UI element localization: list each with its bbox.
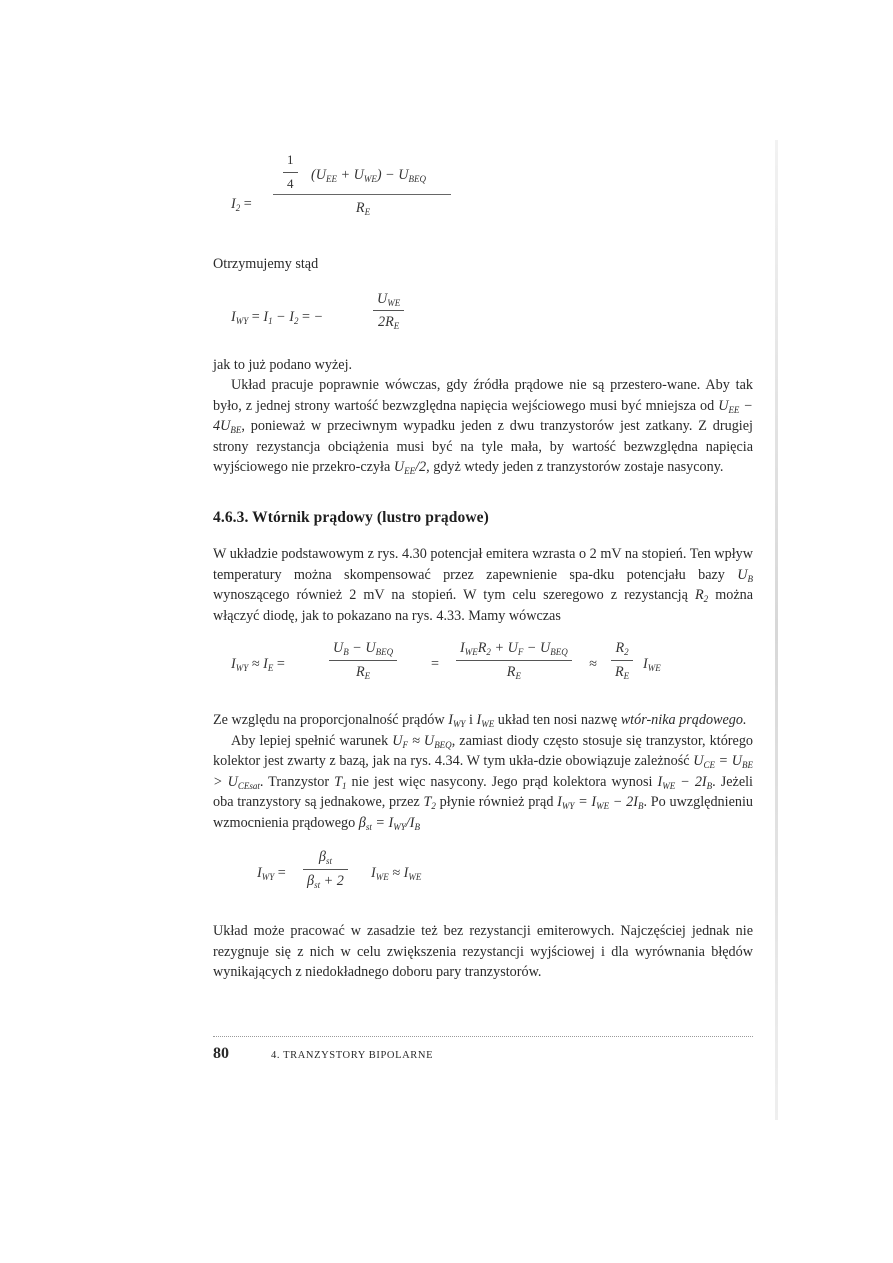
equation-i2: $I_2$ = $\frac{1}{4}$ $(U_{EE} + U_{WE}) - U_{BEQ}$ $R_E$ xyxy=(213,150,753,236)
text-run: . Po uwzględnieniu wzmocnienia prądowego xyxy=(213,794,754,831)
text-run: W układzie podstawowym z rys. 4.30 potencjał emitera wzrasta o 2 mV na stopień. Ten wpływ temperatury można skompensować przez zapewnienie spa-dku potencjału bazy xyxy=(213,546,753,583)
text-run: Układ pracuje poprawnie wówczas, gdy źródła prądowe nie są przestero-wane. Aby tak było, z jednej strony wartość bezwzględna napięcia wejściowego musi być mniejsza od xyxy=(213,377,753,414)
text-run: , gdyż wtedy jeden z tranzystorów zostaje nasycony. xyxy=(426,459,724,475)
page-footer xyxy=(213,1036,753,1063)
text-run: , ponieważ w przeciwnym wypadku jeden z dwu tranzystorów jest zatkany. Z drugiej strony rezystancja obciążenia musi być na tyle mała, by wartość bezwzględna napięcia wyjściowego nie przekro-czyła xyxy=(213,418,753,475)
text-run: . Tranzystor xyxy=(259,773,330,790)
equation-iwy-i1-i2: $I_{WY} = I_1 - I_2$ = − $U_{WE}$ $2R_E$ xyxy=(213,289,753,351)
paragraph-final: Układ może pracować w zasadzie też bez rezystancji emiterowych. Najczęściej jednak nie rezygnuje się z nich w celu zwiększenia rezystancji wyjściowej i dla wyrównania błędów wynikających z niedokładnego doboru pary tranzystorów. xyxy=(213,923,753,980)
paragraph-otrzymujemy: Otrzymujemy stąd xyxy=(213,256,319,272)
text-run: wynoszącego również 2 mV na stopień. W tym celu szeregowo z rezystancją xyxy=(213,587,688,603)
paragraph-aby-lepiej: Aby lepiej spełnić warunek $U_F \approx U_{BEQ}$, zamiast diody często stosuje się tranzystor, którego kolektor jest zwarty z bazą, jak na rys. 4.34. W tym ukła-dzie obowiązuje zależność $U_{CE} = U_{BE} > U_{CEsat}$. Tranzystor $T_1$ nie jest więc nasycony. Jego prąd kolektora wynosi $I_{WE} - 2I_B$. Jeżeli oba tranzystory są jednakowe, przez $T_2$ płynie również prąd $I_{WY} = I_{WE} - 2I_B$. Po uwzględnieniu wzmocnienia prądowego $\beta_{st} = I_{WY}/I_B$ xyxy=(213,732,754,832)
text-run: i xyxy=(469,712,473,728)
paragraph-uklad-podstawowy: W układzie podstawowym z rys. 4.30 potencjał emitera wzrasta o 2 mV na stopień. Ten wpływ temperatury można skompensować przez zapewnienie spa-dku potencjału bazy $U_B$ wynoszącego również 2 mV na stopień. W tym celu szeregowo z rezystancją $R_2$ można włączyć diodę, jak to pokazano na rys. 4.33. Mamy wówczas xyxy=(213,546,754,624)
text-run: układ ten nosi nazwę xyxy=(497,712,618,728)
text-run: Ze względu na proporcjonalność prądów xyxy=(213,712,445,728)
page-number: 80 xyxy=(213,1045,229,1062)
section-heading: 4.6.3. Wtórnik prądowy (lustro prądowe) xyxy=(213,508,489,526)
text-run: płynie również prąd xyxy=(439,794,554,810)
page-body xyxy=(213,150,753,983)
equation-iwy-approx-ie: $I_{WY} \approx I_E$ = $U_B - U_{BEQ}$ $R_E$ = $I_{WE}R_2 + U_F - U_{BEQ}$ $R_E$ ≈ $\frac{R_2}{R_E}$ $I_{WE}$ xyxy=(231,640,661,681)
text-run: można włączyć diodę, jak to pokazano na rys. 4.33. Mamy wówczas xyxy=(213,587,754,624)
scan-edge-shadow xyxy=(775,140,778,1120)
term-wtornik-pradowy: wtór-nika prądowego. xyxy=(620,712,747,728)
text-run: . Jeżeli oba tranzystory są jednakowe, przez xyxy=(213,773,753,810)
equation-iwy-beta: $I_{WY}$ = $\beta_{st}$ $\beta_{st} + 2$ $I_{WE} \approx I_{WE}$ xyxy=(257,849,422,890)
text-run: nie jest więc nasycony. Jego prąd kolektora wynosi xyxy=(351,773,653,790)
paragraph-ze-wzgledu: Ze względu na proporcjonalność prądów $I_{WY}$ i $I_{WE}$ układ ten nosi nazwę wtór-nika prądowego. xyxy=(213,712,747,729)
paragraph-uklad-pracuje: Układ pracuje poprawnie wówczas, gdy źródła prądowe nie są przestero-wane. Aby tak było, z jednej strony wartość bezwzględna napięcia wejściowego musi być mniejsza od $U_{EE} - 4U_{BE}$, ponieważ w przeciwnym wypadku jeden z dwu tranzystorów jest zatkany. Z drugiej strony rezystancja obciążenia musi być na tyle mała, by wartość bezwzględna napięcia wyjściowego nie przekro-czyła $U_{EE}/2$, gdyż wtedy jeden z tranzystorów zostaje nasycony. xyxy=(213,377,753,476)
chapter-title: 4. TRANZYSTORY BIPOLARNE xyxy=(271,1050,434,1061)
text-run: , zamiast diody często stosuje się tranzystor, którego kolektor jest zwarty z bazą, jak na rys. 4.34. W tym ukła-dzie obowiązuje zależność xyxy=(213,732,754,769)
paragraph-jak-podano: jak to już podano wyżej. xyxy=(213,356,353,373)
text-run: Aby lepiej spełnić warunek xyxy=(231,732,389,749)
